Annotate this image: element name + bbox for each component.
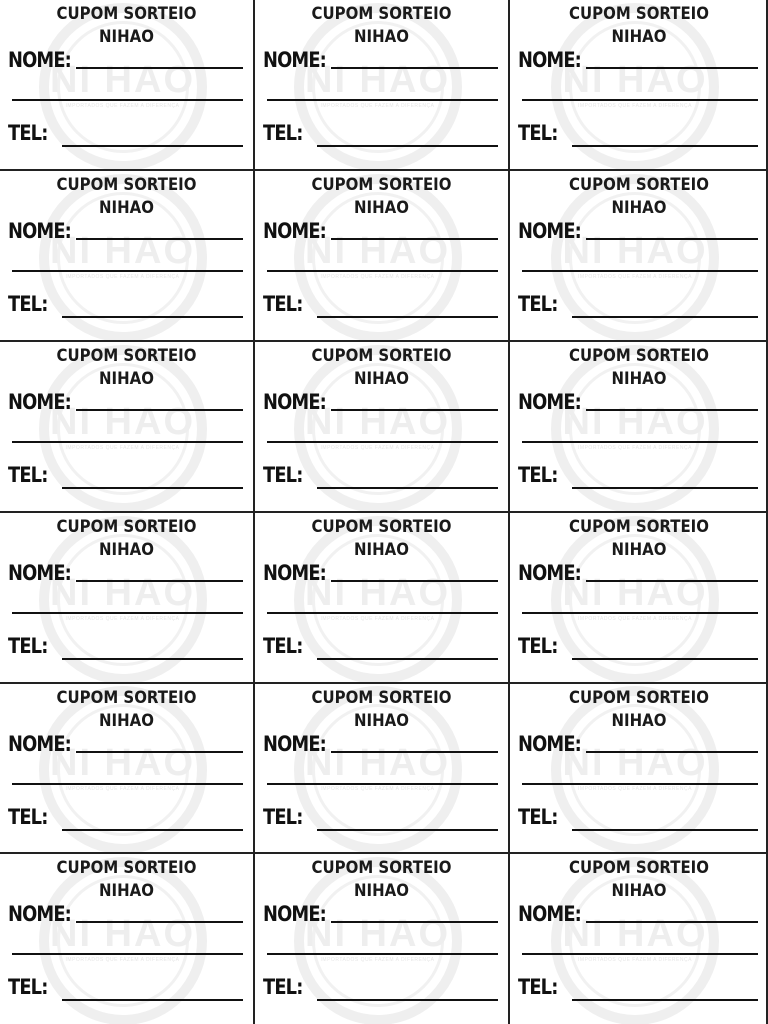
watermark-subtext: IMPORTADOS QUE FAZEM A DIFERENÇA: [320, 957, 435, 963]
coupon-title-line1: CUPOM SORTEIO: [311, 346, 452, 366]
phone-label: TEL:: [518, 975, 558, 999]
name-label: NOME:: [518, 902, 581, 926]
watermark-text: NI HAO: [305, 229, 450, 272]
watermark-text: NI HAO: [50, 58, 195, 101]
name-label: NOME:: [518, 561, 581, 585]
coupon-title-line2: NIHAO: [354, 369, 409, 389]
coupon-title: [15, 687, 238, 733]
coupon-title-line2: NIHAO: [611, 540, 667, 560]
watermark-subtext: IMPORTADOS QUE FAZEM A DIFERENÇA: [65, 786, 180, 792]
name-label: NOME:: [263, 48, 326, 72]
raffle-coupon: [510, 342, 768, 513]
name-field-second-line[interactable]: [522, 953, 758, 955]
name-field-line[interactable]: [331, 67, 498, 69]
name-field-second-line[interactable]: [12, 953, 243, 955]
watermark-subtext: IMPORTADOS QUE FAZEM A DIFERENÇA: [65, 444, 180, 451]
watermark-subtext: IMPORTADOS QUE FAZEM A DIFERENÇA: [578, 273, 692, 280]
phone-field-line[interactable]: [572, 316, 758, 318]
coupon-title: [525, 345, 752, 391]
name-field-second-line[interactable]: [522, 612, 758, 614]
name-label: NOME:: [8, 902, 71, 926]
phone-field-line[interactable]: [572, 145, 758, 147]
name-label: NOME:: [263, 902, 326, 926]
name-field-line[interactable]: [76, 921, 243, 923]
name-field-second-line[interactable]: [12, 783, 243, 785]
coupon-title: [525, 687, 752, 733]
coupon-title-line1: CUPOM SORTEIO: [569, 175, 709, 195]
name-label: NOME:: [263, 561, 326, 585]
name-label: NOME:: [518, 390, 581, 414]
watermark-text: NI HAO: [305, 913, 450, 955]
watermark-subtext: IMPORTADOS QUE FAZEM A DIFERENÇA: [578, 786, 692, 792]
raffle-coupon: [0, 854, 255, 1024]
name-label: NOME:: [263, 732, 326, 756]
raffle-coupon: [255, 171, 510, 342]
coupon-title-line1: CUPOM SORTEIO: [569, 346, 709, 366]
watermark-text: NI HAO: [50, 913, 195, 955]
watermark-subtext: IMPORTADOS QUE FAZEM A DIFERENÇA: [320, 102, 435, 109]
name-field-line[interactable]: [76, 238, 243, 240]
coupon-title-line2: NIHAO: [99, 198, 154, 218]
raffle-coupon: [255, 684, 510, 854]
phone-label: TEL:: [263, 975, 303, 999]
watermark-subtext: IMPORTADOS QUE FAZEM A DIFERENÇA: [65, 102, 180, 109]
raffle-coupon: [510, 513, 768, 684]
name-field-line[interactable]: [331, 409, 498, 411]
watermark-text: NI HAO: [562, 571, 708, 614]
watermark-subtext: IMPORTADOS QUE FAZEM A DIFERENÇA: [320, 786, 435, 792]
coupon-title-line1: CUPOM SORTEIO: [56, 4, 197, 24]
name-field-line[interactable]: [586, 580, 758, 582]
phone-field-line[interactable]: [572, 829, 758, 831]
watermark-text: NI HAO: [562, 913, 708, 955]
name-field-line[interactable]: [331, 238, 498, 240]
name-field-second-line[interactable]: [267, 99, 498, 101]
watermark-text: NI HAO: [50, 229, 195, 272]
coupon-title: [270, 3, 493, 49]
coupon-title-line2: NIHAO: [354, 881, 409, 901]
coupon-title-line2: NIHAO: [354, 198, 409, 218]
watermark-text: NI HAO: [305, 571, 450, 614]
coupon-title: [525, 3, 752, 49]
name-field-second-line[interactable]: [267, 441, 498, 443]
coupon-title-line1: CUPOM SORTEIO: [56, 688, 197, 708]
phone-label: TEL:: [8, 805, 48, 829]
name-field-second-line[interactable]: [12, 612, 243, 614]
raffle-coupon: [0, 171, 255, 342]
name-field-second-line[interactable]: [12, 99, 243, 101]
name-field-line[interactable]: [76, 409, 243, 411]
name-field-second-line[interactable]: [267, 953, 498, 955]
name-field-line[interactable]: [586, 921, 758, 923]
watermark-subtext: IMPORTADOS QUE FAZEM A DIFERENÇA: [320, 615, 435, 622]
phone-label: TEL:: [8, 292, 48, 316]
watermark-text: NI HAO: [305, 400, 450, 443]
watermark-text: NI HAO: [562, 742, 708, 784]
raffle-coupon: [0, 513, 255, 684]
phone-label: TEL:: [8, 634, 48, 658]
raffle-coupon: [510, 854, 768, 1024]
coupon-title: [15, 345, 238, 391]
coupon-title: [270, 687, 493, 733]
phone-label: TEL:: [263, 292, 303, 316]
phone-field-line[interactable]: [317, 316, 498, 318]
name-label: NOME:: [263, 390, 326, 414]
coupon-title: [525, 857, 752, 903]
coupon-title-line1: CUPOM SORTEIO: [569, 4, 709, 24]
name-field-second-line[interactable]: [522, 270, 758, 272]
name-field-second-line[interactable]: [12, 441, 243, 443]
watermark-text: NI HAO: [305, 742, 450, 784]
raffle-coupon: [0, 0, 255, 171]
name-field-line[interactable]: [331, 580, 498, 582]
coupon-title-line1: CUPOM SORTEIO: [311, 858, 452, 878]
name-label: NOME:: [518, 732, 581, 756]
name-field-second-line[interactable]: [12, 270, 243, 272]
watermark-subtext: IMPORTADOS QUE FAZEM A DIFERENÇA: [65, 615, 180, 622]
phone-field-line[interactable]: [62, 829, 243, 831]
coupon-title-line2: NIHAO: [99, 27, 154, 47]
coupon-title-line1: CUPOM SORTEIO: [311, 688, 452, 708]
name-label: NOME:: [263, 219, 326, 243]
phone-label: TEL:: [263, 634, 303, 658]
raffle-coupon: [255, 513, 510, 684]
coupon-title: [270, 857, 493, 903]
coupon-title-line2: NIHAO: [611, 881, 667, 901]
coupon-title-line1: CUPOM SORTEIO: [56, 175, 197, 195]
phone-field-line[interactable]: [317, 829, 498, 831]
coupon-title: [270, 345, 493, 391]
coupon-title-line2: NIHAO: [611, 369, 667, 389]
name-field-line[interactable]: [331, 921, 498, 923]
coupon-title-line2: NIHAO: [99, 881, 154, 901]
phone-field-line[interactable]: [572, 487, 758, 489]
coupon-title-line2: NIHAO: [354, 711, 409, 731]
phone-field-line[interactable]: [317, 487, 498, 489]
name-label: NOME:: [8, 732, 71, 756]
coupon-title: [15, 857, 238, 903]
coupon-title-line1: CUPOM SORTEIO: [56, 346, 197, 366]
name-label: NOME:: [8, 219, 71, 243]
name-field-line[interactable]: [76, 580, 243, 582]
coupon-title-line1: CUPOM SORTEIO: [311, 517, 452, 537]
coupon-title-line1: CUPOM SORTEIO: [56, 858, 197, 878]
phone-label: TEL:: [518, 805, 558, 829]
raffle-coupon: [255, 0, 510, 171]
coupon-title-line1: CUPOM SORTEIO: [311, 175, 452, 195]
name-label: NOME:: [518, 48, 581, 72]
phone-label: TEL:: [8, 975, 48, 999]
phone-label: TEL:: [518, 292, 558, 316]
phone-label: TEL:: [518, 121, 558, 145]
raffle-coupon: [255, 854, 510, 1024]
name-label: NOME:: [518, 219, 581, 243]
phone-field-line[interactable]: [317, 658, 498, 660]
name-field-line[interactable]: [586, 409, 758, 411]
watermark-text: NI HAO: [562, 400, 708, 443]
coupon-title-line2: NIHAO: [611, 711, 667, 731]
coupon-title: [15, 516, 238, 562]
watermark-text: NI HAO: [50, 400, 195, 443]
phone-label: TEL:: [263, 463, 303, 487]
coupon-title: [270, 174, 493, 220]
phone-field-line[interactable]: [62, 316, 243, 318]
name-field-line[interactable]: [586, 67, 758, 69]
raffle-coupon: [0, 684, 255, 854]
raffle-coupon: [510, 0, 768, 171]
coupon-title: [525, 174, 752, 220]
name-field-second-line[interactable]: [522, 441, 758, 443]
name-field-line[interactable]: [76, 751, 243, 753]
phone-field-line[interactable]: [62, 658, 243, 660]
phone-label: TEL:: [263, 121, 303, 145]
name-field-line[interactable]: [76, 67, 243, 69]
name-field-line[interactable]: [331, 751, 498, 753]
watermark-subtext: IMPORTADOS QUE FAZEM A DIFERENÇA: [320, 444, 435, 451]
coupon-title-line1: CUPOM SORTEIO: [311, 4, 452, 24]
coupon-title: [270, 516, 493, 562]
name-label: NOME:: [8, 390, 71, 414]
raffle-coupon: [0, 342, 255, 513]
name-field-second-line[interactable]: [267, 612, 498, 614]
phone-field-line[interactable]: [317, 999, 498, 1001]
watermark-text: NI HAO: [50, 742, 195, 784]
coupon-title: [15, 174, 238, 220]
phone-label: TEL:: [8, 121, 48, 145]
phone-label: TEL:: [263, 805, 303, 829]
phone-label: TEL:: [518, 463, 558, 487]
coupon-title-line2: NIHAO: [354, 540, 409, 560]
watermark-subtext: IMPORTADOS QUE FAZEM A DIFERENÇA: [578, 444, 692, 451]
raffle-coupon: [510, 684, 768, 854]
coupon-title-line1: CUPOM SORTEIO: [569, 688, 709, 708]
watermark-subtext: IMPORTADOS QUE FAZEM A DIFERENÇA: [65, 273, 180, 280]
watermark-text: NI HAO: [50, 571, 195, 614]
phone-label: TEL:: [8, 463, 48, 487]
watermark-text: NI HAO: [562, 229, 708, 272]
coupon-title-line2: NIHAO: [99, 711, 154, 731]
phone-field-line[interactable]: [62, 487, 243, 489]
name-field-line[interactable]: [586, 751, 758, 753]
watermark-text: NI HAO: [562, 58, 708, 101]
watermark-subtext: IMPORTADOS QUE FAZEM A DIFERENÇA: [578, 615, 692, 622]
phone-field-line[interactable]: [62, 999, 243, 1001]
phone-field-line[interactable]: [317, 145, 498, 147]
coupon-title-line1: CUPOM SORTEIO: [569, 858, 709, 878]
raffle-coupon: [255, 342, 510, 513]
coupon-title: [15, 3, 238, 49]
coupon-title-line2: NIHAO: [611, 27, 667, 47]
watermark-text: NI HAO: [305, 58, 450, 101]
coupon-title-line1: CUPOM SORTEIO: [569, 517, 709, 537]
coupon-title-line2: NIHAO: [354, 27, 409, 47]
watermark-subtext: IMPORTADOS QUE FAZEM A DIFERENÇA: [578, 102, 692, 109]
raffle-coupon: [510, 171, 768, 342]
phone-field-line[interactable]: [62, 145, 243, 147]
coupon-title-line2: NIHAO: [99, 369, 154, 389]
watermark-subtext: IMPORTADOS QUE FAZEM A DIFERENÇA: [578, 957, 692, 963]
coupon-title-line1: CUPOM SORTEIO: [56, 517, 197, 537]
phone-field-line[interactable]: [572, 999, 758, 1001]
coupon-title-line2: NIHAO: [99, 540, 154, 560]
name-label: NOME:: [8, 561, 71, 585]
phone-label: TEL:: [518, 634, 558, 658]
name-field-second-line[interactable]: [267, 270, 498, 272]
name-field-second-line[interactable]: [522, 783, 758, 785]
name-label: NOME:: [8, 48, 71, 72]
watermark-subtext: IMPORTADOS QUE FAZEM A DIFERENÇA: [320, 273, 435, 280]
watermark-subtext: IMPORTADOS QUE FAZEM A DIFERENÇA: [65, 957, 180, 963]
phone-field-line[interactable]: [572, 658, 758, 660]
name-field-second-line[interactable]: [267, 783, 498, 785]
coupon-title: [525, 516, 752, 562]
coupon-title-line2: NIHAO: [611, 198, 667, 218]
name-field-line[interactable]: [586, 238, 758, 240]
name-field-second-line[interactable]: [522, 99, 758, 101]
